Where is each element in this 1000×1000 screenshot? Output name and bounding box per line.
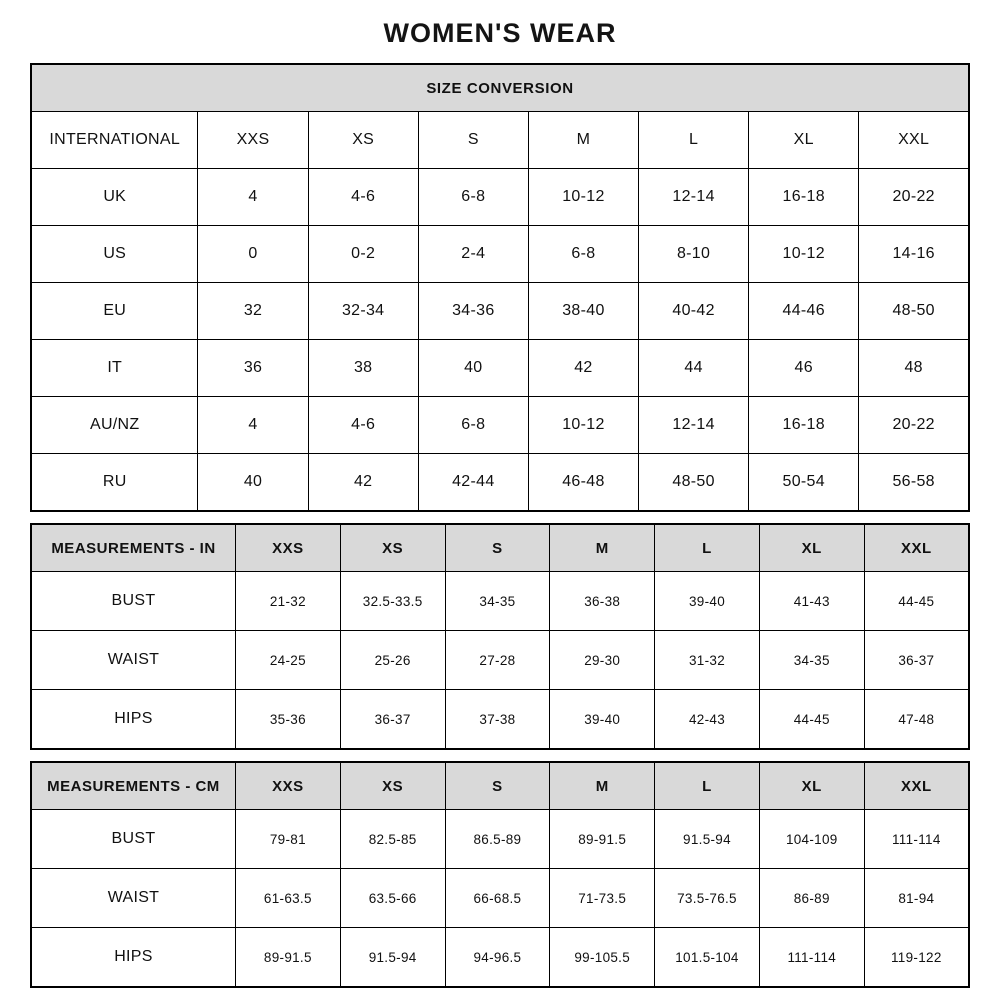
table-cell: 40 [418,340,528,397]
table-cell: 36-38 [550,572,655,631]
table-cell: 94-96.5 [445,928,550,988]
table-cell: 101.5-104 [655,928,760,988]
table-cell: 42 [528,340,638,397]
column-header: L [655,524,760,572]
table-cell: 4-6 [308,169,418,226]
table-cell: 44 [639,340,749,397]
row-label: BUST [31,810,235,869]
table-cell: 111-114 [864,810,969,869]
table-row [31,810,969,869]
table-cell: 36 [198,340,308,397]
table-cell: 119-122 [864,928,969,988]
column-header: INTERNATIONAL [31,112,198,169]
table-row [31,572,969,631]
table-row [31,928,969,988]
table-cell: 4 [198,397,308,454]
row-label: WAIST [31,869,235,928]
table-cell: 39-40 [550,690,655,750]
row-label: HIPS [31,928,235,988]
table-cell: 104-109 [759,810,864,869]
table-cell: 32 [198,283,308,340]
column-header: S [445,524,550,572]
table-cell: 86.5-89 [445,810,550,869]
table-cell: 48-50 [639,454,749,512]
table-cell: 6-8 [418,169,528,226]
table-cell: 41-43 [759,572,864,631]
table-cell: 40-42 [639,283,749,340]
table-row [31,631,969,690]
table-cell: 42 [308,454,418,512]
table-cell: 91.5-94 [655,810,760,869]
table-row [31,169,969,226]
column-header: XS [340,762,445,810]
size-conversion-table [30,63,970,512]
column-header: XL [749,112,859,169]
table-cell: 20-22 [859,169,969,226]
table-cell: 48 [859,340,969,397]
measurements-in-header: MEASUREMENTS - IN [31,524,235,572]
table-row [31,454,969,512]
table-cell: 14-16 [859,226,969,283]
table-cell: 46 [749,340,859,397]
column-header: XXL [864,762,969,810]
column-header: XXL [864,524,969,572]
column-header: S [418,112,528,169]
table-cell: 111-114 [759,928,864,988]
table-cell: 73.5-76.5 [655,869,760,928]
row-label: EU [31,283,198,340]
table-cell: 34-36 [418,283,528,340]
row-label: RU [31,454,198,512]
row-label: UK [31,169,198,226]
column-header-row [31,524,969,572]
column-header: L [639,112,749,169]
column-header: XS [340,524,445,572]
table-cell: 6-8 [528,226,638,283]
table-cell: 56-58 [859,454,969,512]
column-header: XS [308,112,418,169]
table-cell: 34-35 [759,631,864,690]
table-cell: 44-46 [749,283,859,340]
table-cell: 63.5-66 [340,869,445,928]
table-cell: 24-25 [235,631,340,690]
table-cell: 81-94 [864,869,969,928]
table-cell: 44-45 [864,572,969,631]
table-cell: 38-40 [528,283,638,340]
column-header-row [31,112,969,169]
table-cell: 25-26 [340,631,445,690]
table-cell: 48-50 [859,283,969,340]
table-cell: 50-54 [749,454,859,512]
table-row [31,283,969,340]
column-header: M [528,112,638,169]
table-cell: 46-48 [528,454,638,512]
table-cell: 66-68.5 [445,869,550,928]
table-row [31,397,969,454]
table-cell: 86-89 [759,869,864,928]
table-cell: 32.5-33.5 [340,572,445,631]
column-header-row [31,762,969,810]
table-cell: 71-73.5 [550,869,655,928]
table-cell: 40 [198,454,308,512]
table-cell: 0-2 [308,226,418,283]
table-cell: 35-36 [235,690,340,750]
column-header: M [550,524,655,572]
row-label: WAIST [31,631,235,690]
table-cell: 0 [198,226,308,283]
table-cell: 10-12 [528,169,638,226]
table-cell: 32-34 [308,283,418,340]
table-cell: 12-14 [639,169,749,226]
table-cell: 2-4 [418,226,528,283]
table-cell: 82.5-85 [340,810,445,869]
table-cell: 79-81 [235,810,340,869]
row-label: AU/NZ [31,397,198,454]
table-cell: 47-48 [864,690,969,750]
table-cell: 89-91.5 [235,928,340,988]
table-cell: 44-45 [759,690,864,750]
table-cell: 38 [308,340,418,397]
table-cell: 61-63.5 [235,869,340,928]
table-cell: 16-18 [749,169,859,226]
table-cell: 4-6 [308,397,418,454]
table-cell: 20-22 [859,397,969,454]
page-title: WOMEN'S WEAR [383,18,617,48]
column-header: M [550,762,655,810]
column-header: XL [759,762,864,810]
column-header: XXL [859,112,969,169]
measurements-in-table [30,523,970,750]
table-cell: 12-14 [639,397,749,454]
table-cell: 10-12 [528,397,638,454]
table-cell: 39-40 [655,572,760,631]
row-label: IT [31,340,198,397]
table-cell: 21-32 [235,572,340,631]
measurements-cm-header: MEASUREMENTS - CM [31,762,235,810]
table-cell: 36-37 [864,631,969,690]
table-cell: 16-18 [749,397,859,454]
table-cell: 99-105.5 [550,928,655,988]
column-header: XXS [235,524,340,572]
table-cell: 31-32 [655,631,760,690]
table-row [31,340,969,397]
table-row [31,226,969,283]
table-cell: 34-35 [445,572,550,631]
table-cell: 10-12 [749,226,859,283]
table-cell: 4 [198,169,308,226]
column-header: XL [759,524,864,572]
table-row [31,869,969,928]
table-cell: 91.5-94 [340,928,445,988]
table-cell: 42-43 [655,690,760,750]
table-cell: 37-38 [445,690,550,750]
table-cell: 27-28 [445,631,550,690]
table-cell: 29-30 [550,631,655,690]
table-cell: 42-44 [418,454,528,512]
measurements-cm-table [30,761,970,988]
column-header: L [655,762,760,810]
column-header: XXS [235,762,340,810]
column-header: S [445,762,550,810]
table-row [31,64,969,112]
row-label: HIPS [31,690,235,750]
column-header: XXS [198,112,308,169]
table-cell: 6-8 [418,397,528,454]
table-cell: 8-10 [639,226,749,283]
size-conversion-header: SIZE CONVERSION [31,64,969,112]
row-label: US [31,226,198,283]
row-label: BUST [31,572,235,631]
table-cell: 89-91.5 [550,810,655,869]
table-row [31,690,969,750]
table-cell: 36-37 [340,690,445,750]
